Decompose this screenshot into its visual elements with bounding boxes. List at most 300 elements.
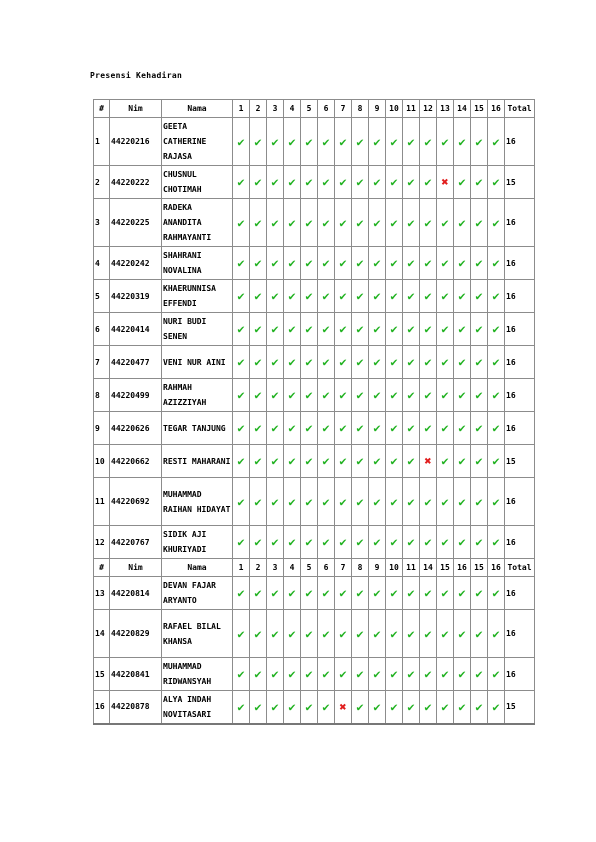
- check-icon: ✔: [492, 494, 500, 509]
- table-row: [94, 577, 535, 610]
- check-icon: ✔: [237, 256, 245, 270]
- check-icon: ✔: [305, 494, 313, 509]
- check-icon: ✔: [458, 355, 466, 369]
- attendance-cell-present: [250, 577, 267, 610]
- check-icon: ✔: [424, 134, 432, 149]
- attendance-cell-present: [335, 166, 352, 199]
- check-icon: ✔: [254, 355, 262, 369]
- attendance-cell-present: [267, 379, 284, 412]
- check-icon: ✔: [271, 355, 279, 369]
- attendance-cell-present: [352, 478, 369, 526]
- attendance-cell-present: [488, 610, 505, 658]
- check-icon: ✔: [254, 256, 262, 270]
- check-icon: ✔: [407, 322, 415, 336]
- check-icon: ✔: [237, 494, 245, 509]
- attendance-cell-present: [233, 118, 250, 166]
- check-icon: ✔: [424, 626, 432, 641]
- check-icon: ✔: [271, 256, 279, 270]
- attendance-total: 15: [505, 691, 535, 724]
- check-icon: ✔: [441, 535, 449, 549]
- header-session: 4: [284, 100, 301, 118]
- check-icon: ✔: [271, 322, 279, 336]
- table-row: [94, 379, 535, 412]
- row-number: 14: [94, 610, 110, 658]
- attendance-cell-present: [386, 577, 403, 610]
- attendance-cell-present: [488, 280, 505, 313]
- check-icon: ✔: [305, 289, 313, 303]
- check-icon: ✔: [254, 134, 262, 149]
- check-icon: ✔: [373, 388, 381, 402]
- header-session: 6: [318, 559, 335, 577]
- check-icon: ✔: [339, 454, 347, 468]
- check-icon: ✔: [475, 175, 483, 189]
- check-icon: ✔: [237, 175, 245, 189]
- check-icon: ✔: [288, 175, 296, 189]
- attendance-cell-present: [471, 478, 488, 526]
- attendance-cell-present: [250, 379, 267, 412]
- check-icon: ✔: [424, 355, 432, 369]
- check-icon: ✔: [407, 699, 415, 714]
- check-icon: ✔: [356, 215, 364, 230]
- table-row: [94, 658, 535, 691]
- check-icon: ✔: [492, 322, 500, 336]
- table-row: [94, 445, 535, 478]
- attendance-cell-present: [318, 166, 335, 199]
- table-header-row: [94, 100, 535, 118]
- header-session: 8: [352, 559, 369, 577]
- header-session: 4: [284, 559, 301, 577]
- check-icon: ✔: [458, 494, 466, 509]
- student-nim: 44220499: [110, 379, 162, 412]
- check-icon: ✔: [339, 134, 347, 149]
- check-icon: ✔: [424, 388, 432, 402]
- attendance-cell-present: [369, 199, 386, 247]
- attendance-cell-present: [352, 577, 369, 610]
- check-icon: ✔: [475, 626, 483, 641]
- attendance-cell-present: [318, 346, 335, 379]
- check-icon: ✔: [356, 421, 364, 435]
- check-icon: ✔: [288, 256, 296, 270]
- attendance-cell-present: [454, 379, 471, 412]
- student-name: RAHMAH AZIZZIYAH: [162, 379, 233, 412]
- check-icon: ✔: [390, 388, 398, 402]
- attendance-cell-present: [420, 610, 437, 658]
- attendance-cell-present: [403, 577, 420, 610]
- attendance-cell-present: [420, 118, 437, 166]
- check-icon: ✔: [407, 388, 415, 402]
- attendance-cell-present: [454, 478, 471, 526]
- check-icon: ✔: [458, 322, 466, 336]
- check-icon: ✔: [237, 355, 245, 369]
- check-icon: ✔: [492, 667, 500, 681]
- attendance-cell-present: [471, 313, 488, 346]
- attendance-cell-present: [301, 478, 318, 526]
- check-icon: ✔: [339, 535, 347, 549]
- check-icon: ✔: [475, 421, 483, 435]
- header-total: Total: [505, 559, 535, 577]
- attendance-cell-present: [301, 691, 318, 724]
- check-icon: ✔: [305, 699, 313, 714]
- row-number: 8: [94, 379, 110, 412]
- header-session: 10: [386, 559, 403, 577]
- attendance-cell-present: [284, 526, 301, 559]
- attendance-cell-present: [250, 412, 267, 445]
- attendance-cell-present: [301, 346, 318, 379]
- check-icon: ✔: [288, 586, 296, 600]
- check-icon: ✔: [254, 215, 262, 230]
- attendance-cell-present: [250, 247, 267, 280]
- table-row: [94, 118, 535, 166]
- check-icon: ✔: [475, 586, 483, 600]
- check-icon: ✔: [373, 667, 381, 681]
- attendance-cell-present: [318, 577, 335, 610]
- document-title: Presensi Kehadiran: [90, 71, 183, 80]
- attendance-cell-present: [233, 445, 250, 478]
- check-icon: ✔: [441, 699, 449, 714]
- attendance-cell-present: [233, 478, 250, 526]
- attendance-cell-present: [318, 280, 335, 313]
- check-icon: ✔: [441, 454, 449, 468]
- header-session: 14: [454, 100, 471, 118]
- check-icon: ✔: [322, 494, 330, 509]
- attendance-total: 16: [505, 247, 535, 280]
- attendance-cell-present: [403, 199, 420, 247]
- attendance-cell-present: [318, 247, 335, 280]
- attendance-cell-present: [420, 166, 437, 199]
- check-icon: ✔: [441, 256, 449, 270]
- check-icon: ✔: [271, 175, 279, 189]
- header-total: Total: [505, 100, 535, 118]
- attendance-cell-present: [471, 280, 488, 313]
- row-number: 6: [94, 313, 110, 346]
- attendance-cell-present: [369, 691, 386, 724]
- attendance-cell-present: [301, 379, 318, 412]
- attendance-cell-present: [454, 577, 471, 610]
- table-row: [94, 526, 535, 559]
- attendance-cell-present: [284, 118, 301, 166]
- attendance-cell-present: [335, 526, 352, 559]
- attendance-cell-present: [488, 379, 505, 412]
- attendance-cell-present: [335, 247, 352, 280]
- attendance-cell-present: [301, 526, 318, 559]
- attendance-cell-present: [318, 379, 335, 412]
- check-icon: ✔: [305, 626, 313, 641]
- attendance-cell-present: [233, 247, 250, 280]
- attendance-cell-present: [301, 118, 318, 166]
- student-name: MUHAMMAD RIDWANSYAH: [162, 658, 233, 691]
- attendance-cell-present: [284, 313, 301, 346]
- attendance-cell-present: [386, 691, 403, 724]
- attendance-cell-present: [454, 199, 471, 247]
- check-icon: ✔: [288, 388, 296, 402]
- attendance-cell-present: [386, 445, 403, 478]
- attendance-cell-present: [403, 526, 420, 559]
- check-icon: ✔: [424, 175, 432, 189]
- attendance-cell-present: [386, 658, 403, 691]
- attendance-cell-present: [267, 118, 284, 166]
- check-icon: ✔: [339, 586, 347, 600]
- attendance-cell-present: [386, 166, 403, 199]
- attendance-table: [93, 99, 535, 725]
- attendance-cell-present: [471, 166, 488, 199]
- check-icon: ✔: [390, 175, 398, 189]
- attendance-cell-present: [318, 478, 335, 526]
- check-icon: ✔: [373, 256, 381, 270]
- check-icon: ✔: [322, 256, 330, 270]
- student-name: DEVAN FAJAR ARYANTO: [162, 577, 233, 610]
- check-icon: ✔: [475, 134, 483, 149]
- check-icon: ✔: [254, 322, 262, 336]
- attendance-cell-present: [488, 526, 505, 559]
- check-icon: ✔: [441, 586, 449, 600]
- header-session: 11: [403, 559, 420, 577]
- table-row: [94, 412, 535, 445]
- attendance-cell-present: [403, 610, 420, 658]
- attendance-cell-present: [403, 346, 420, 379]
- header-session: 1: [233, 559, 250, 577]
- attendance-total: 16: [505, 658, 535, 691]
- attendance-cell-present: [335, 658, 352, 691]
- check-icon: ✔: [305, 175, 313, 189]
- attendance-cell-present: [437, 247, 454, 280]
- attendance-cell-present: [420, 247, 437, 280]
- check-icon: ✔: [356, 454, 364, 468]
- attendance-cell-present: [454, 313, 471, 346]
- check-icon: ✔: [441, 215, 449, 230]
- header-session: 16: [454, 559, 471, 577]
- check-icon: ✔: [356, 667, 364, 681]
- attendance-cell-present: [437, 526, 454, 559]
- check-icon: ✔: [458, 454, 466, 468]
- check-icon: ✔: [254, 667, 262, 681]
- attendance-cell-present: [250, 658, 267, 691]
- attendance-cell-present: [301, 412, 318, 445]
- check-icon: ✔: [475, 667, 483, 681]
- attendance-total: 16: [505, 610, 535, 658]
- check-icon: ✔: [390, 535, 398, 549]
- check-icon: ✔: [288, 667, 296, 681]
- check-icon: ✔: [322, 388, 330, 402]
- check-icon: ✔: [475, 699, 483, 714]
- attendance-cell-present: [267, 247, 284, 280]
- check-icon: ✔: [390, 421, 398, 435]
- attendance-cell-present: [318, 412, 335, 445]
- header-session: 16: [488, 100, 505, 118]
- attendance-cell-present: [471, 118, 488, 166]
- check-icon: ✔: [390, 667, 398, 681]
- attendance-cell-present: [420, 526, 437, 559]
- attendance-cell-present: [284, 577, 301, 610]
- cross-icon: ✖: [441, 175, 449, 189]
- check-icon: ✔: [271, 667, 279, 681]
- attendance-cell-present: [454, 166, 471, 199]
- student-name: SHAHRANI NOVALINA: [162, 247, 233, 280]
- attendance-cell-present: [437, 691, 454, 724]
- check-icon: ✔: [271, 388, 279, 402]
- attendance-cell-present: [335, 313, 352, 346]
- check-icon: ✔: [492, 626, 500, 641]
- attendance-cell-present: [369, 478, 386, 526]
- check-icon: ✔: [237, 454, 245, 468]
- check-icon: ✔: [407, 626, 415, 641]
- header-nama: Nama: [162, 559, 233, 577]
- attendance-cell-present: [301, 577, 318, 610]
- attendance-cell-present: [369, 346, 386, 379]
- check-icon: ✔: [390, 134, 398, 149]
- attendance-cell-present: [318, 610, 335, 658]
- attendance-cell-present: [454, 346, 471, 379]
- attendance-cell-present: [233, 610, 250, 658]
- check-icon: ✔: [390, 586, 398, 600]
- attendance-total: 16: [505, 379, 535, 412]
- table-row: [94, 610, 535, 658]
- check-icon: ✔: [339, 215, 347, 230]
- check-icon: ✔: [288, 626, 296, 641]
- check-icon: ✔: [271, 289, 279, 303]
- attendance-cell-present: [437, 610, 454, 658]
- attendance-cell-present: [488, 313, 505, 346]
- check-icon: ✔: [475, 355, 483, 369]
- attendance-cell-present: [403, 313, 420, 346]
- check-icon: ✔: [322, 322, 330, 336]
- attendance-cell-present: [233, 379, 250, 412]
- attendance-cell-present: [471, 610, 488, 658]
- attendance-cell-present: [386, 412, 403, 445]
- check-icon: ✔: [373, 626, 381, 641]
- student-nim: 44220878: [110, 691, 162, 724]
- attendance-cell-present: [250, 199, 267, 247]
- check-icon: ✔: [407, 535, 415, 549]
- check-icon: ✔: [322, 355, 330, 369]
- attendance-cell-present: [386, 199, 403, 247]
- attendance-cell-present: [420, 199, 437, 247]
- check-icon: ✔: [492, 699, 500, 714]
- attendance-cell-present: [454, 118, 471, 166]
- check-icon: ✔: [237, 699, 245, 714]
- header-nim: Nim: [110, 100, 162, 118]
- check-icon: ✔: [373, 175, 381, 189]
- check-icon: ✔: [373, 134, 381, 149]
- attendance-cell-present: [437, 658, 454, 691]
- student-nim: 44220477: [110, 346, 162, 379]
- attendance-cell-present: [403, 445, 420, 478]
- check-icon: ✔: [475, 289, 483, 303]
- check-icon: ✔: [305, 667, 313, 681]
- check-icon: ✔: [288, 454, 296, 468]
- check-icon: ✔: [288, 322, 296, 336]
- attendance-cell-present: [233, 313, 250, 346]
- header-no: #: [94, 559, 110, 577]
- attendance-cell-present: [369, 166, 386, 199]
- check-icon: ✔: [373, 454, 381, 468]
- attendance-cell-present: [437, 478, 454, 526]
- attendance-cell-present: [488, 346, 505, 379]
- check-icon: ✔: [305, 586, 313, 600]
- student-nim: 44220662: [110, 445, 162, 478]
- header-session: 9: [369, 100, 386, 118]
- attendance-cell-present: [437, 412, 454, 445]
- attendance-cell-present: [335, 445, 352, 478]
- attendance-cell-present: [352, 526, 369, 559]
- attendance-cell-present: [267, 166, 284, 199]
- check-icon: ✔: [407, 355, 415, 369]
- attendance-cell-present: [267, 691, 284, 724]
- check-icon: ✔: [288, 289, 296, 303]
- attendance-cell-present: [437, 346, 454, 379]
- attendance-cell-present: [301, 247, 318, 280]
- check-icon: ✔: [356, 626, 364, 641]
- check-icon: ✔: [492, 215, 500, 230]
- attendance-cell-present: [437, 577, 454, 610]
- attendance-cell-present: [301, 313, 318, 346]
- attendance-cell-present: [403, 691, 420, 724]
- attendance-cell-present: [284, 412, 301, 445]
- check-icon: ✔: [339, 175, 347, 189]
- student-nim: 44220692: [110, 478, 162, 526]
- attendance-cell-present: [369, 445, 386, 478]
- check-icon: ✔: [237, 626, 245, 641]
- attendance-cell-present: [386, 247, 403, 280]
- check-icon: ✔: [271, 626, 279, 641]
- student-name: GEETA CATHERINE RAJASA: [162, 118, 233, 166]
- attendance-total: 15: [505, 445, 535, 478]
- attendance-cell-present: [369, 412, 386, 445]
- check-icon: ✔: [322, 454, 330, 468]
- attendance-cell-present: [386, 478, 403, 526]
- check-icon: ✔: [339, 322, 347, 336]
- attendance-cell-present: [437, 280, 454, 313]
- attendance-cell-present: [250, 526, 267, 559]
- attendance-cell-present: [335, 610, 352, 658]
- check-icon: ✔: [475, 494, 483, 509]
- attendance-cell-present: [369, 118, 386, 166]
- check-icon: ✔: [373, 699, 381, 714]
- attendance-cell-present: [318, 445, 335, 478]
- attendance-cell-present: [471, 658, 488, 691]
- attendance-cell-present: [403, 412, 420, 445]
- attendance-cell-present: [335, 577, 352, 610]
- check-icon: ✔: [288, 215, 296, 230]
- attendance-cell-absent: [335, 691, 352, 724]
- attendance-cell-present: [352, 658, 369, 691]
- attendance-cell-present: [352, 412, 369, 445]
- check-icon: ✔: [441, 421, 449, 435]
- check-icon: ✔: [458, 667, 466, 681]
- check-icon: ✔: [492, 289, 500, 303]
- attendance-cell-present: [454, 610, 471, 658]
- attendance-cell-present: [471, 379, 488, 412]
- check-icon: ✔: [288, 535, 296, 549]
- header-session: 7: [335, 559, 352, 577]
- attendance-cell-present: [301, 199, 318, 247]
- check-icon: ✔: [441, 134, 449, 149]
- student-nim: 44220225: [110, 199, 162, 247]
- student-nim: 44220626: [110, 412, 162, 445]
- check-icon: ✔: [254, 699, 262, 714]
- attendance-cell-present: [284, 199, 301, 247]
- check-icon: ✔: [407, 494, 415, 509]
- check-icon: ✔: [373, 535, 381, 549]
- check-icon: ✔: [390, 626, 398, 641]
- student-name: RADEKA ANANDITA RAHMAYANTI: [162, 199, 233, 247]
- check-icon: ✔: [492, 355, 500, 369]
- attendance-cell-absent: [420, 445, 437, 478]
- attendance-cell-present: [403, 478, 420, 526]
- attendance-cell-present: [352, 199, 369, 247]
- check-icon: ✔: [237, 535, 245, 549]
- check-icon: ✔: [305, 454, 313, 468]
- check-icon: ✔: [475, 388, 483, 402]
